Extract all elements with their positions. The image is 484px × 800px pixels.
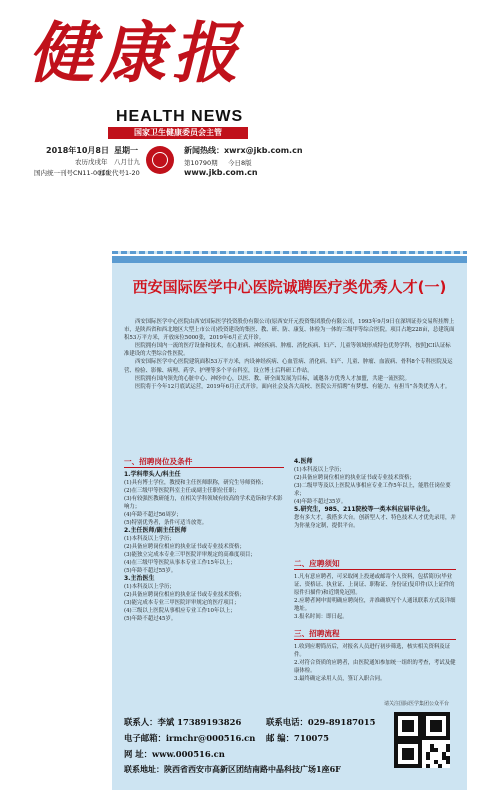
sponsor-banner: 国家卫生健康委员会主管 bbox=[108, 127, 248, 139]
qr-module bbox=[446, 748, 450, 752]
position-heading: 4.医师 bbox=[294, 458, 313, 465]
process-list bbox=[294, 643, 456, 683]
lunar-year: 农历戊戌年 bbox=[75, 158, 108, 166]
section-divider bbox=[294, 569, 456, 570]
list-item: 3.最终确定录用人员，签订入职合同。 bbox=[294, 676, 386, 682]
position-heading: 5.研究生，985、211院校等一类本科应届毕业生。 bbox=[294, 506, 434, 513]
contact-website[interactable]: 网 址：www.000516.cn bbox=[124, 749, 225, 759]
list-item: 3.报名时间：即日起。 bbox=[294, 614, 348, 620]
contact-address: 联系地址：陕西省西安市高新区团结南路中晶科技广场1座6F bbox=[124, 764, 341, 774]
position-heading: 1.学科带头人/科主任 bbox=[124, 471, 181, 478]
masthead-title: 健康报 bbox=[28, 14, 244, 92]
list-item: (4)年龄不超过56周岁； bbox=[124, 512, 182, 518]
news-hotline: 新闻热线：xwrx@jkb.com.cn bbox=[184, 146, 303, 155]
list-item: (2)具备应聘岗位相应的执业证书或专业技术资格； bbox=[124, 544, 245, 550]
list-item: (5)特别优秀者，条件可适当放宽。 bbox=[124, 520, 208, 526]
section-divider bbox=[124, 467, 284, 468]
seal-ring-icon bbox=[152, 152, 168, 168]
ad-title: 西安国际医学中心医院诚聘医疗类优秀人才(一) bbox=[132, 278, 447, 296]
list-item: 2.应聘者网申需明确应聘岗位，并准确填写个人通讯联系方式及详细地址。 bbox=[294, 598, 456, 612]
qr-module bbox=[434, 748, 438, 752]
contact-person: 联系人：李斌 17389193826 bbox=[124, 717, 242, 727]
intro-paragraph: 医院拥有国内一流的医疗设备和技术，在心脏病、神经疾病、肿瘤、消化疾病、妇产、儿童等领域形成特色优势学科，按照JCI认证标准建设的大型综合性医院。 bbox=[124, 343, 451, 358]
positions-right-column bbox=[294, 458, 456, 530]
qr-finder-mark bbox=[430, 720, 442, 732]
list-item: (2)具备应聘岗位相应的执业证书或专业技术资格； bbox=[294, 475, 415, 481]
list-item: (2)具备应聘岗位相应的执业证书或专业技术资格； bbox=[124, 592, 245, 598]
list-item: (5)年龄不超过55岁。 bbox=[124, 568, 177, 574]
qr-module bbox=[426, 756, 430, 760]
positions-left-column bbox=[124, 471, 284, 623]
contact-phone: 联系电话：029-89187015 bbox=[266, 717, 376, 727]
section-divider bbox=[294, 639, 456, 640]
list-item: (4)年龄不超过35岁。 bbox=[294, 499, 347, 505]
cn-code: 国内统一刊号CN11-0010 bbox=[34, 169, 110, 177]
lunar-day: 八月廿九 bbox=[114, 158, 140, 166]
list-item: (3)有较强医教研能力，在相关学科领域有较高的学术造诣和学术影响力； bbox=[124, 496, 283, 510]
contact-email[interactable]: 电子邮箱：irmchr@000516.cn bbox=[124, 733, 256, 743]
list-item: (3)能完成本专业三甲医院评审规定的医疗项目； bbox=[124, 600, 240, 606]
issue-number: 第10790期 bbox=[184, 159, 218, 167]
intro-paragraph: 医院将于今年12月底试运营，2019年6月正式开诊。面向社会及各大高校、医院公开招聘“有梦想、有能力、有担当”各类优秀人才。 bbox=[135, 383, 451, 390]
list-item: (2)在三级甲等医院科室主任或副主任职位任职； bbox=[124, 488, 240, 494]
website: www.jkb.com.cn bbox=[184, 168, 258, 177]
english-title: HEALTH NEWS bbox=[116, 108, 244, 125]
ad-top-stripe bbox=[112, 251, 467, 254]
qr-code-icon bbox=[394, 712, 450, 768]
qr-module bbox=[446, 760, 450, 764]
list-item: (4)三级以上医院从事相应专业工作10年以上； bbox=[124, 608, 236, 614]
page-count: 今日8版 bbox=[228, 159, 252, 167]
list-item: (3)二级甲等及以上医院从事相应专业工作5年以上，能胜任岗位要求； bbox=[294, 483, 451, 497]
list-item: (1)本科及以上学历； bbox=[124, 536, 175, 542]
list-item: (3)能独立完成本专业三甲医院评审规定的高难度项目； bbox=[124, 552, 256, 558]
list-item: (1)本科及以上学历； bbox=[294, 467, 345, 473]
list-item: 1.凡有意应聘者，可采取网上投递或邮寄个人资料，包括简历(毕业证、资格证、执业证、上岗证、职称证、身份证)复印件(以上证件的原件扫描件)和近期免冠照。 bbox=[294, 574, 455, 596]
list-item: 您有多大才，我搭多大台。创新型人才、特色技术人才优先录用，并为你量身定制，提供平台。 bbox=[294, 515, 456, 529]
list-item: (4)在三级甲等医院从事本专业工作15年以上； bbox=[124, 560, 236, 566]
intro-paragraph: 西安国际医学中心医院由西安国际医学投资股份有限公司(原西安开元投资集团股份有限公司，1993年9月9日在深圳证券交易所挂牌上市，是陕西省和西北地区大型上市公司)投资建设的集医、教、研、防、康复、体检为一体的三级甲等综合医院。项目占地228亩，总建筑面积53万平方米，开放床位5000张，2019年6月正式开诊。 bbox=[124, 319, 455, 342]
qr-finder-mark bbox=[402, 748, 414, 760]
position-heading: 2.主任医师/副主任医师 bbox=[124, 527, 187, 534]
issue-date: 2018年10月8日 bbox=[46, 146, 109, 155]
list-item: 2.对符合资质的应聘者，由医院通知参加统一组织的考查，考试及健康体检。 bbox=[294, 660, 456, 674]
list-item: (5)年龄不超过45岁。 bbox=[124, 616, 177, 622]
list-item: (1)本科及以上学历； bbox=[124, 584, 175, 590]
section-heading-notice: 二、应聘须知 bbox=[294, 559, 340, 568]
position-heading: 3.主治医生 bbox=[124, 575, 155, 582]
notice-list bbox=[294, 573, 456, 621]
intro-paragraph: 西安国际医学中心医院建筑面积53万平方米，内设神经疾病、心血管病、消化病、妇产、儿童、肿瘤、血液病、骨科8个专科医院及运营、检验、影像、病理、药学、护理等多个平台科室，设立博士后科研工作站。 bbox=[124, 359, 453, 374]
ad-intro bbox=[124, 318, 456, 391]
qr-finder-mark bbox=[402, 720, 414, 732]
qr-module bbox=[426, 764, 430, 768]
qr-module bbox=[438, 764, 442, 768]
section-heading-positions: 一、招聘岗位及条件 bbox=[124, 457, 193, 466]
weekday: 星期一 bbox=[114, 146, 138, 155]
contact-postcode: 邮 编：710075 bbox=[266, 733, 330, 743]
section-heading-process: 三、招聘流程 bbox=[294, 629, 340, 638]
intro-paragraph: 医院拥有国内领先的心脏中心、神经中心，以医、教、研全面发展为目标，诚邀各方优秀人才加盟，共建一流医院。 bbox=[135, 375, 410, 382]
list-item: (1)具有博士学位，教授和主任医师职称，研究生导师资格； bbox=[124, 480, 267, 486]
list-item: 1.收到应聘简历后，对报名人员进行初步筛选，核实相关资料及证件。 bbox=[294, 644, 451, 658]
post-code: 邮发代号1-20 bbox=[99, 169, 140, 177]
qr-caption: 请关注国际医学集团公众平台 bbox=[384, 701, 450, 707]
